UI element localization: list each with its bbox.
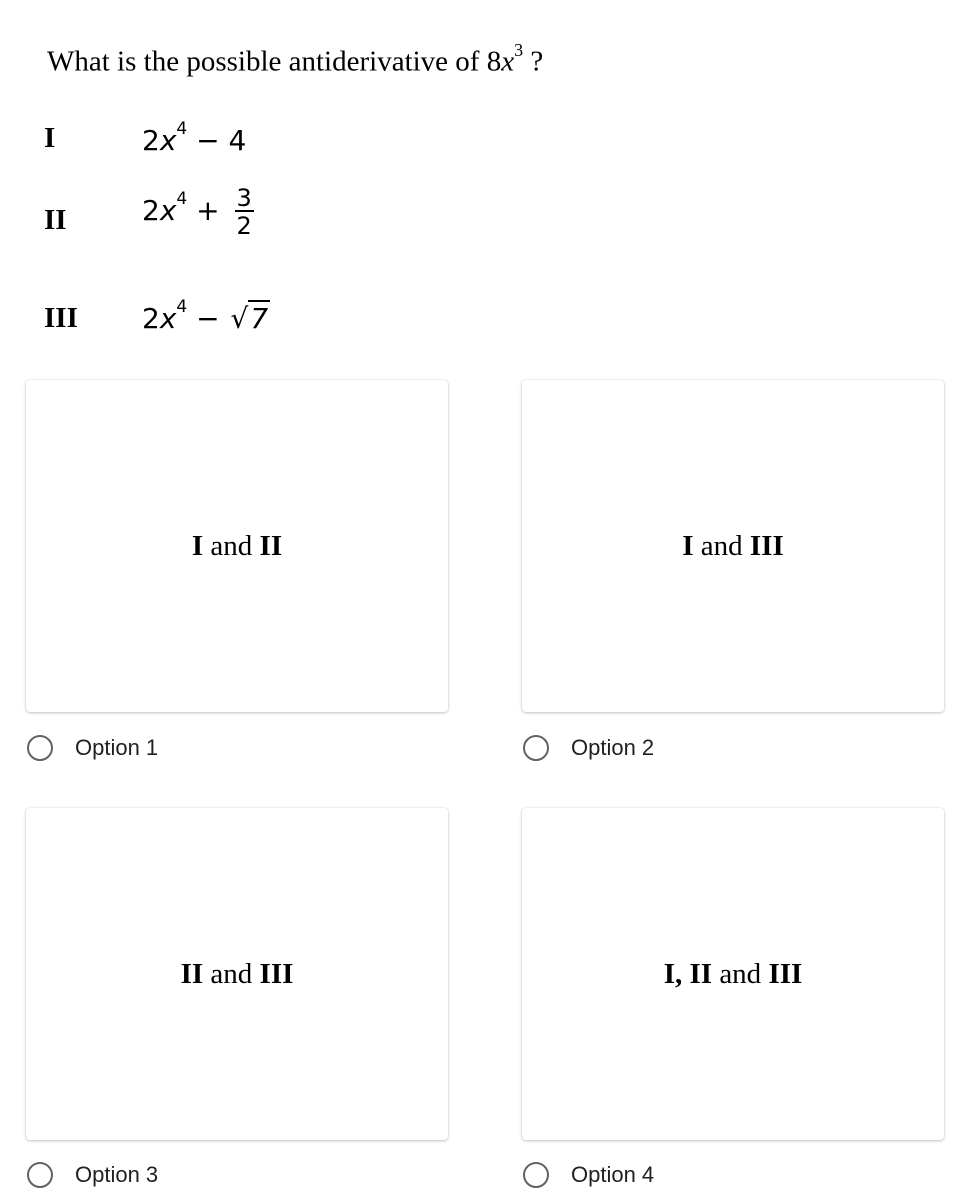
option-1-radio[interactable] — [27, 735, 158, 761]
question-coef: 8 — [486, 45, 502, 78]
option-2-radio[interactable] — [523, 735, 654, 761]
option-3-radio[interactable] — [27, 1162, 158, 1188]
choice-text-2: I and III — [682, 529, 784, 562]
statement-expr-2: $2x^4$ + $\frac{3}{2}$ — [142, 184, 252, 240]
statement-roman-1: I — [44, 122, 56, 154]
square-root: √7 — [230, 302, 269, 335]
radio-circle-icon[interactable] — [27, 1162, 53, 1188]
choice-card-2[interactable] — [522, 380, 944, 712]
radio-circle-icon[interactable] — [523, 735, 549, 761]
fraction: $\frac{3}{2}$ — [236, 184, 252, 240]
radio-circle-icon[interactable] — [27, 735, 53, 761]
question-text — [47, 40, 544, 79]
choice-text-1: I and II — [191, 529, 283, 562]
question-prefix: What is the possible antiderivative of — [47, 45, 487, 78]
question-var: x — [501, 45, 515, 78]
choice-text-3: II and III — [180, 957, 294, 990]
option-label-4: Option 4 — [571, 1162, 655, 1187]
option-label-2: Option 2 — [571, 735, 655, 760]
choice-card-4[interactable] — [522, 808, 944, 1140]
statement-roman-3: III — [44, 302, 78, 334]
question-exp: 3 — [514, 40, 524, 60]
choice-card-3[interactable] — [26, 808, 448, 1140]
radio-circle-icon[interactable] — [523, 1162, 549, 1188]
choice-text-4: I, II and III — [663, 957, 803, 990]
statement-roman-2: II — [44, 204, 67, 236]
statement-expr-3: $2x^4 - √7$ — [142, 296, 269, 335]
option-label-1: Option 1 — [75, 735, 159, 760]
option-label-3: Option 3 — [75, 1162, 159, 1187]
statement-expr-1: $2x^4 - 4$ — [142, 118, 247, 157]
option-4-radio[interactable] — [523, 1162, 654, 1188]
choice-card-1[interactable] — [26, 380, 448, 712]
question-suffix: ? — [523, 45, 544, 78]
